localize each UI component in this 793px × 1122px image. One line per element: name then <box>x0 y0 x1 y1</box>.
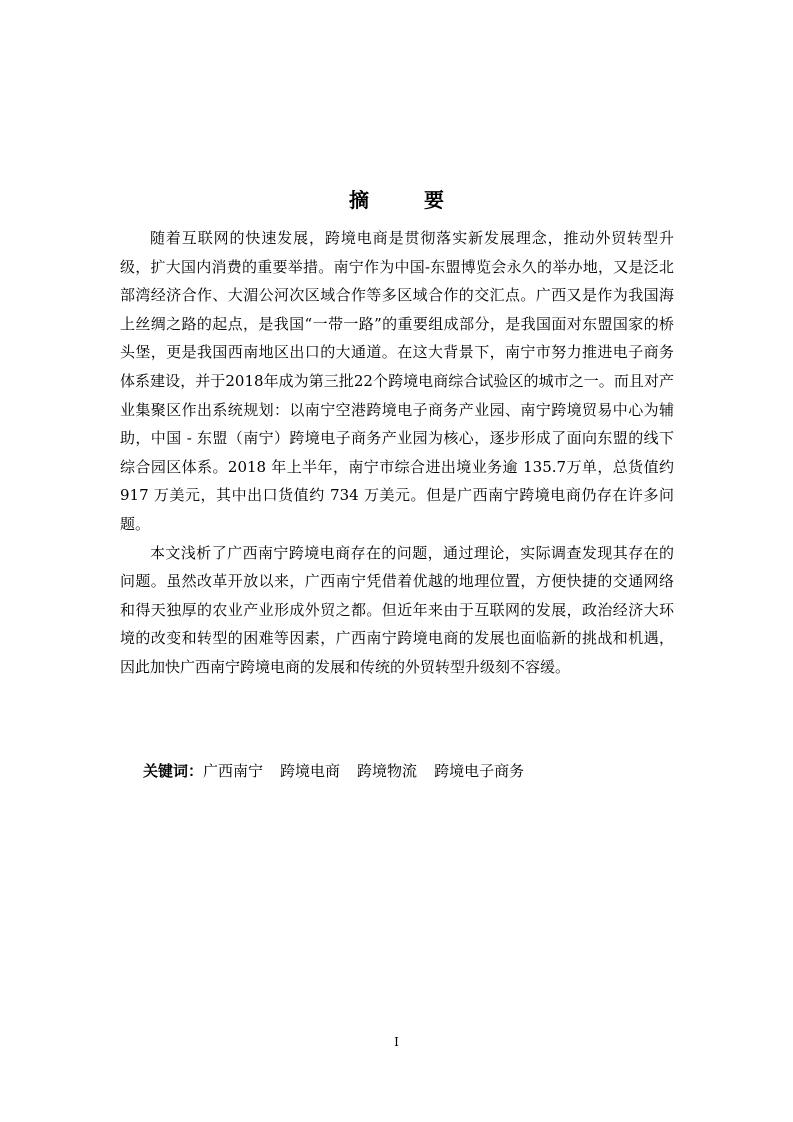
keyword-item: 跨境电子商务 <box>434 762 525 780</box>
abstract-body <box>120 224 674 682</box>
abstract-paragraph-2: 本文浅析了广西南宁跨境电商存在的问题，通过理论，实际调查发现其存在的问题。虽然改革开放以来，广西南宁凭借着优越的地理位置，方便快捷的交通网络和得天独厚的农业产业形成外贸之都。但近年来由于互联网的发展，政治经济大环境的改变和转型的困难等因素，广西南宁跨境电商的发展也面临新的挑战和机遇，因此加快广西南宁跨境电商的发展和传统的外贸转型升级刻不容缓。 <box>120 543 674 676</box>
keyword-item: 广西南宁 <box>203 762 264 780</box>
keyword-item: 跨境物流 <box>357 762 418 780</box>
keyword-item: 跨境电商 <box>280 762 341 780</box>
page-number: I <box>394 1035 399 1049</box>
abstract-paragraph-1: 随着互联网的快速发展，跨境电商是贯彻落实新发展理念，推动外贸转型升级，扩大国内消费的重要举措。南宁作为中国-东盟博览会永久的举办地，又是泛北部湾经济合作、大湄公河次区域合作等多区域合作的交汇点。广西又是作为我国海上丝绸之路的起点，是我国“一带一路”的重要组成部分，是我国面对东盟国家的桥头堡，更是我国西南地区出口的大通道。在这大背景下，南宁市努力推进电子商务体系建设，并于2018年成为第三批22个跨境电商综合试验区的城市之一。而且对产业集聚区作出系统规划：以南宁空港跨境电子商务产业园、南宁跨境贸易中心为辅助，中国 - 东盟（南宁）跨境电子商务产业园为核心，逐步形成了面向东盟的线下综合园区体系。2018 年上半年，南宁市综合进出境业务逾 135.7万单，总货值约 917 万美元，其中出口货值约 734 万美元。但是广西南宁跨境电商仍存在许多问题。 <box>120 229 674 533</box>
page-title: 摘 要 <box>349 188 468 212</box>
keywords-label: 关键词： <box>143 762 204 780</box>
keywords-line <box>143 760 683 782</box>
